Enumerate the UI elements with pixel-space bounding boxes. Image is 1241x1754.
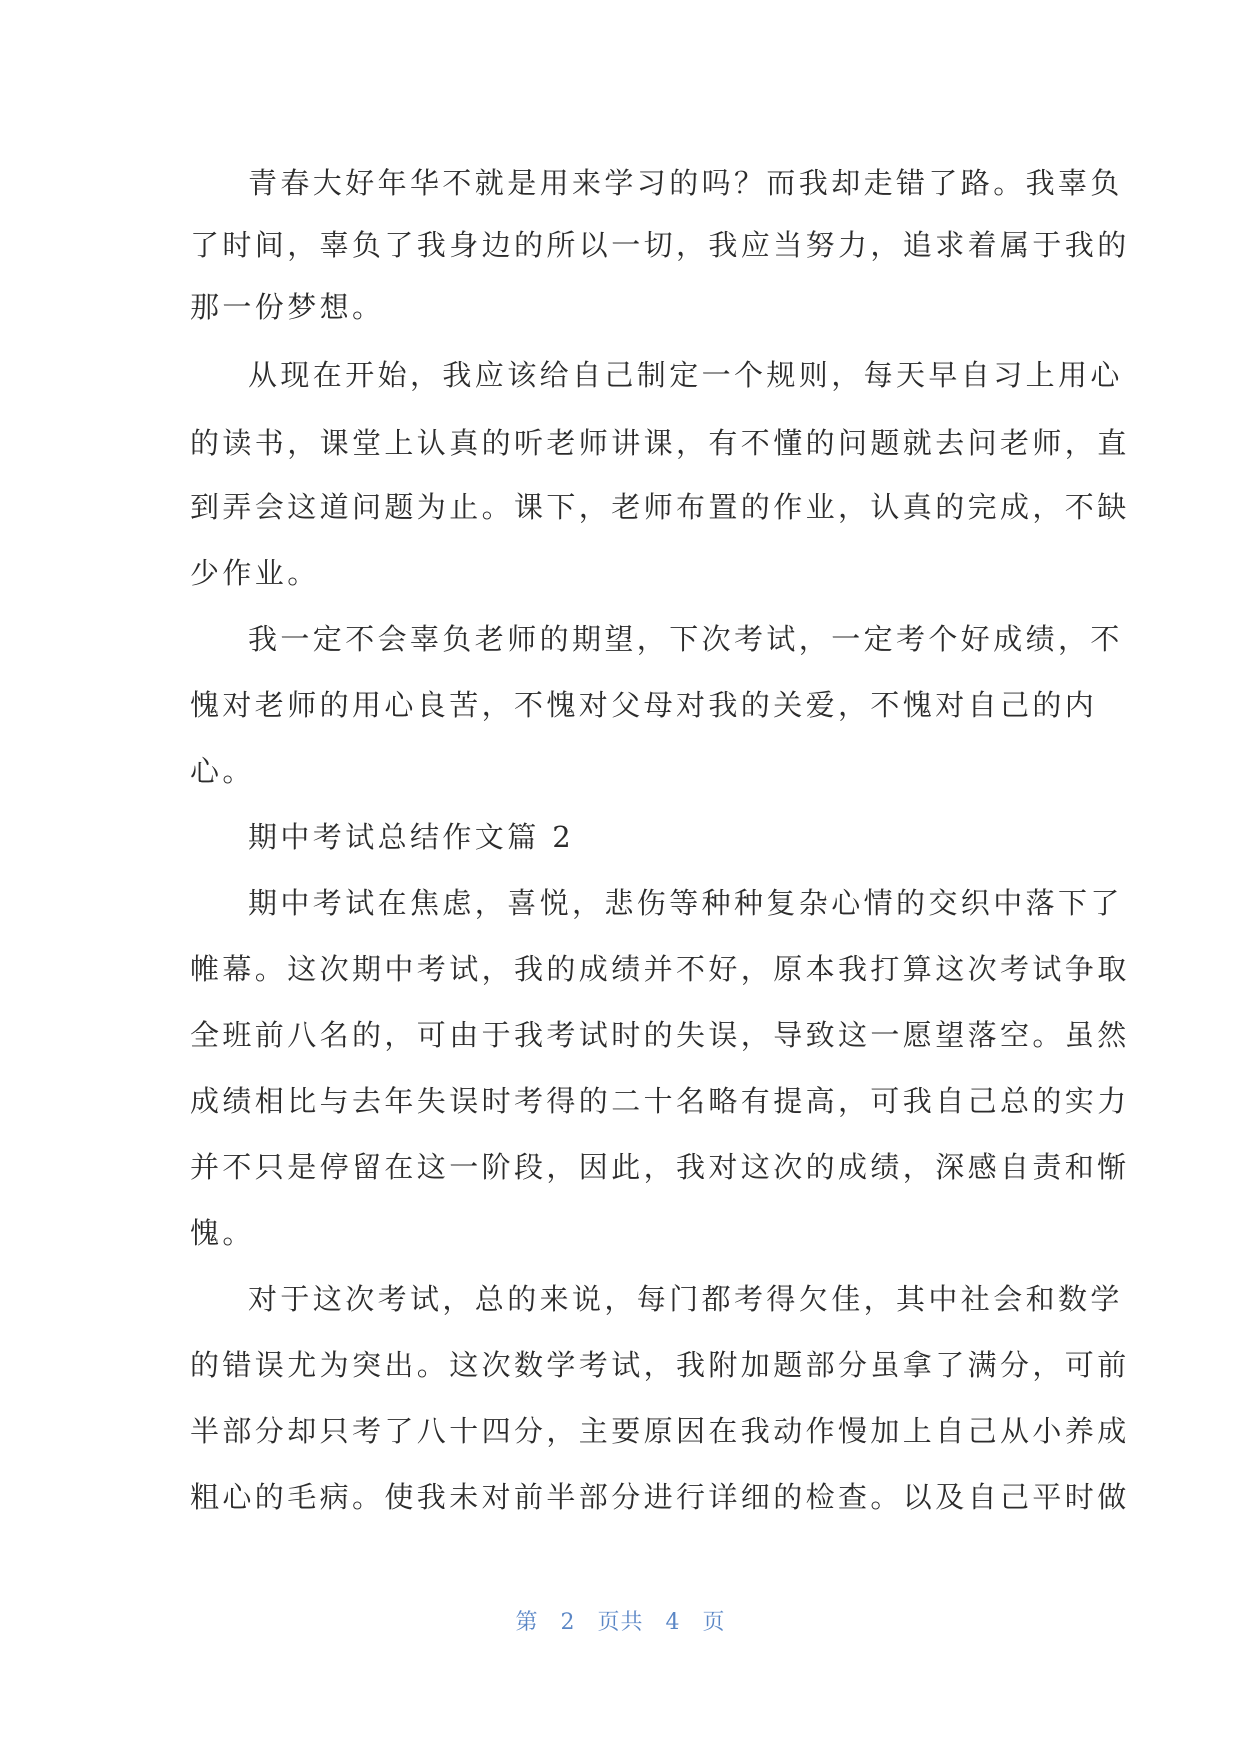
text-line: 并不只是停留在这一阶段，因此，我对这次的成绩，深感自责和惭	[190, 1150, 1130, 1184]
text-line: 那一份梦想。	[190, 290, 385, 324]
current-page-number: 2	[560, 1610, 576, 1635]
total-page-number: 4	[665, 1610, 681, 1635]
text-line: 的读书，课堂上认真的听老师讲课，有不懂的问题就去问老师，直	[190, 426, 1130, 460]
footer-middle: 页共	[597, 1610, 644, 1635]
text-line: 的错误尤为突出。这次数学考试，我附加题部分虽拿了满分，可前	[190, 1348, 1130, 1382]
section-heading: 期中考试总结作文篇 2	[248, 820, 575, 854]
text-line: 对于这次考试，总的来说，每门都考得欠佳，其中社会和数学	[248, 1282, 1123, 1316]
text-line: 全班前八名的，可由于我考试时的失误，导致这一愿望落空。虽然	[190, 1018, 1130, 1052]
footer-prefix: 第	[515, 1610, 539, 1635]
text-line: 期中考试在焦虑，喜悦，悲伤等种种复杂心情的交织中落下了	[248, 886, 1123, 920]
text-line: 粗心的毛病。使我未对前半部分进行详细的检查。以及自己平时做	[190, 1480, 1130, 1514]
text-line: 心。	[190, 754, 255, 788]
text-line: 到弄会这道问题为止。课下，老师布置的作业，认真的完成，不缺	[190, 490, 1130, 524]
text-line: 了时间，辜负了我身边的所以一切，我应当努力，追求着属于我的	[190, 228, 1130, 262]
text-line: 帷幕。这次期中考试，我的成绩并不好，原本我打算这次考试争取	[190, 952, 1130, 986]
page-footer	[0, 1605, 1241, 1636]
text-line: 少作业。	[190, 556, 320, 590]
text-line: 从现在开始，我应该给自己制定一个规则，每天早自习上用心	[248, 358, 1123, 392]
text-line: 青春大好年华不就是用来学习的吗？而我却走错了路。我辜负	[248, 166, 1123, 200]
text-line: 我一定不会辜负老师的期望，下次考试，一定考个好成绩，不	[248, 622, 1123, 656]
footer-suffix: 页	[702, 1610, 726, 1635]
text-line: 成绩相比与去年失误时考得的二十名略有提高，可我自己总的实力	[190, 1084, 1130, 1118]
text-line: 半部分却只考了八十四分，主要原因在我动作慢加上自己从小养成	[190, 1414, 1130, 1448]
text-line: 愧对老师的用心良苦，不愧对父母对我的关爱，不愧对自己的内	[190, 688, 1098, 722]
text-line: 愧。	[190, 1216, 255, 1250]
